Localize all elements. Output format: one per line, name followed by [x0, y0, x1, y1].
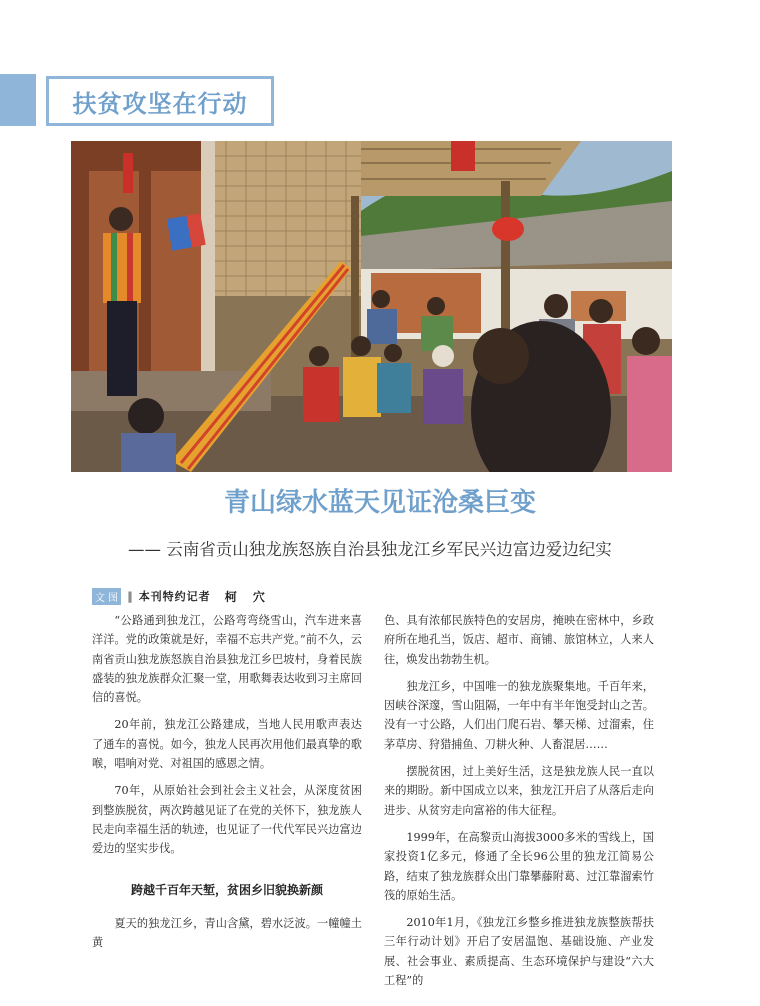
byline: [92, 588, 271, 604]
paragraph: “公路通到独龙江，公路弯弯绕雪山，汽车进来喜洋洋。党的政策就是好，幸福不忘共产党。”前不久，云南省贡山独龙族怒族自治县独龙江乡巴坡村，身着民族盛装的独龙族群众汇聚一堂，用歌舞表达收到习主席回信的喜悦。: [92, 614, 362, 705]
right-column: [384, 611, 654, 998]
village-gathering-illustration: [71, 141, 672, 472]
paragraph: 1999年，在高黎贡山海拔3000多米的雪线上，国家投资1亿多元，修通了全长96公里的独龙江简易公路，结束了独龙族群众出门靠攀藤附葛、过江靠溜索竹筏的原始生活。: [384, 830, 654, 902]
byline-tag: 文 图: [92, 588, 121, 605]
article-headline: 青山绿水蓝天见证沧桑巨变: [223, 488, 536, 518]
byline-role: 本刊特约记者: [138, 590, 211, 603]
section-accent-bar: [0, 74, 36, 126]
paragraph-continuation: 色、具有浓郁民族特色的安居房，掩映在密林中，乡政府所在地孔当，饭店、超市、商铺、旅馆林立，人来人往，焕发出勃勃生机。: [384, 614, 654, 666]
paragraph: 20年前，独龙江公路建成，当地人民用歌声表达了通车的喜悦。如今，独龙人民再次用他们最真挚的歌喉，唱响对党、对祖国的感恩之情。: [92, 718, 362, 771]
paragraph: 摆脱贫困，过上美好生活，这是独龙族人民一直以来的期盼。新中国成立以来，独龙江开启了从落后走向进步、从贫穷走向富裕的伟大征程。: [384, 765, 654, 817]
paragraph: 独龙江乡，中国唯一的独龙族聚集地。千百年来，因峡谷深邃，雪山阻隔，一年中有半年饱受封山之苦。没有一寸公路，人们出门爬石岩、攀天梯、过溜索，住茅草房、狩猎捕鱼、刀耕火种、人畜混居……: [384, 679, 654, 751]
paragraph: 夏天的独龙江乡，青山含黛，碧水泛波。一幢幢土黄: [92, 916, 362, 950]
paragraph: 70年，从原始社会到社会主义社会，从深度贫困到整族脱贫，两次跨越见证了在党的关怀下，独龙族人民走向幸福生活的轨迹，也见证了一代代军民兴边富边爱边的坚实步伐。: [92, 784, 362, 856]
section-title: 扶贫攻坚在行动: [72, 89, 248, 118]
byline-separator: ‖: [127, 589, 133, 603]
paragraph: 2010年1月，《独龙江乡整乡推进独龙族整族帮扶三年行动计划》开启了安居温饱、基础设施、产业发展、社会事业、素质提高、生态环境保护与建设“六大工程”的: [384, 916, 654, 988]
section-subheading: 跨越千百年天堑，贫困乡旧貌换新颜: [130, 882, 323, 897]
section-header: [46, 76, 274, 126]
left-column: [92, 611, 362, 960]
byline-author: 柯 穴: [224, 589, 271, 604]
article-photo: [71, 141, 672, 472]
article-subhead: —— 云南省贡山独龙族怒族自治县独龙江乡军民兴边富边爱边纪实: [128, 540, 612, 559]
